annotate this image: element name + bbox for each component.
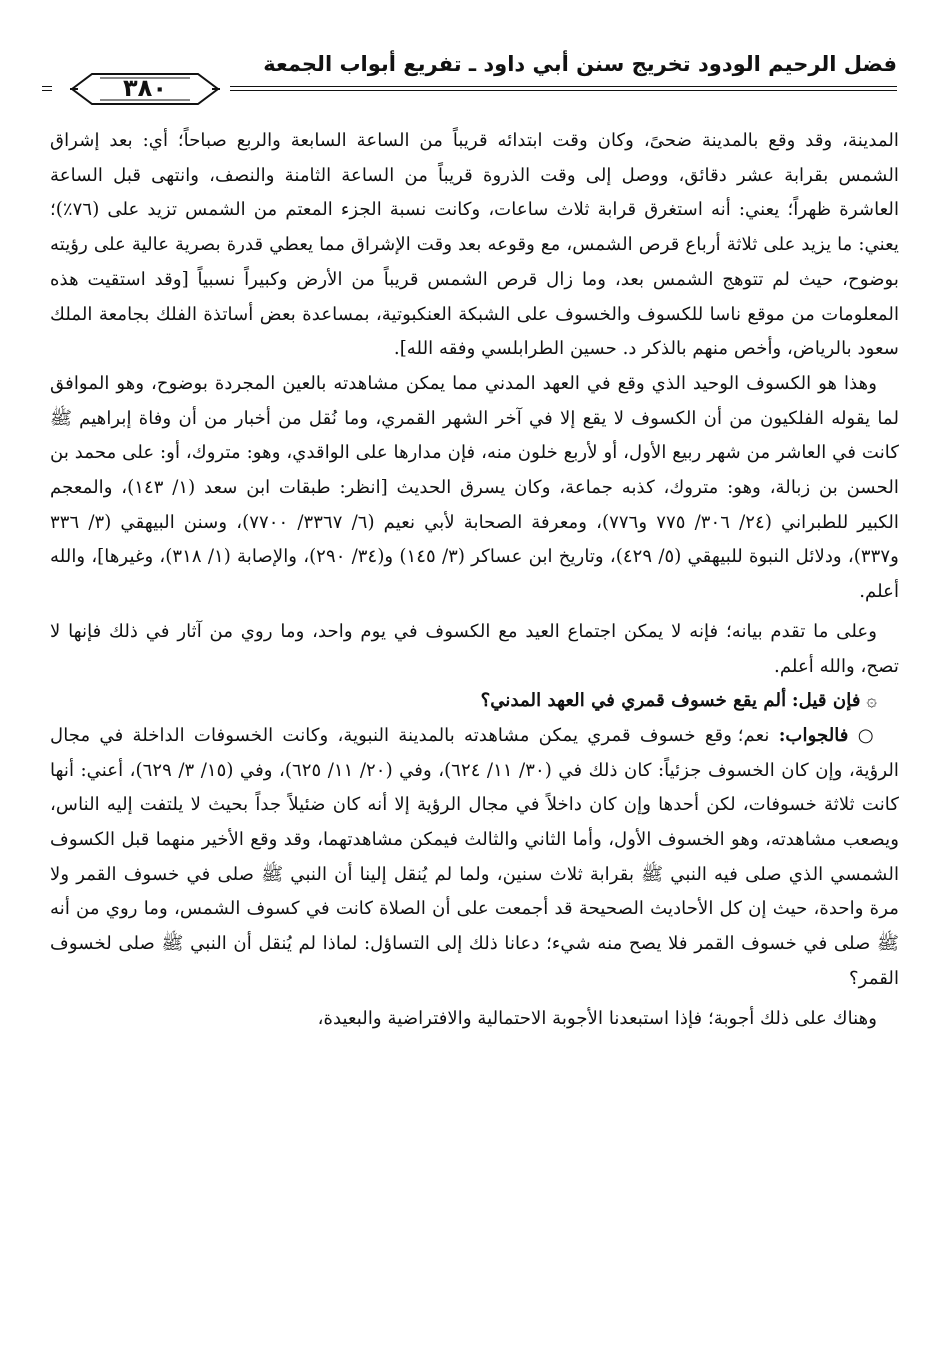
question-line: [50, 684, 899, 719]
page-number: ٣٨٠: [123, 74, 167, 102]
question-marker-icon: ۞: [866, 690, 877, 712]
page-number-ornament: [52, 48, 230, 110]
running-title: فضل الرحيم الودود تخريج سنن أبي داود ـ تفريع أبواب الجمعة: [263, 52, 897, 76]
answer-text: نعم؛ وقع خسوف قمري يمكن مشاهدته بالمدينة النبوية، وكانت الخسوفات الداخلة في مجال الرؤية، وإن كان الخسوف جزئياً: كان ذلك في (٣٠/ ١١/ ٦٢٤)، وفي (٢٠/ ١١/ ٦٢٥)، وفي (١٥/ ٣/ ٦٢٩)، أعني: أنها كانت ثلاثة خسوفات، لكن أحدها وإن كان داخلاً في مجال الرؤية إلا أنه كان ضئيلاً جداً بحيث لا يلتفت إليه الناس، ويصعب مشاهدته، وهو الخسوف الأول، وأما الثاني والثالث فيمكن مشاهدتهما، وقد وقع الأخير منهما قبل الكسوف الشمسي الذي صلى فيه النبي ﷺ بقرابة ثلاث سنين، ولما لم يُنقل إلينا أن النبي ﷺ صلى في خسوف القمر ولا مرة واحدة، حيث إن كل الأحاديث الصحيحة قد أجمعت على أن الصلاة كانت في كسوف الشمس، وما روي من أنه ﷺ صلى في خسوف القمر فلا يصح منه شيء؛ دعانا ذلك إلى التساؤل: لماذا لم يُنقل أن النبي ﷺ صلى لخسوف القمر؟: [50, 724, 899, 989]
paragraph: وهذا هو الكسوف الوحيد الذي وقع في العهد المدني مما يمكن مشاهدته بالعين المجردة بوضوح، وهو الموافق لما يقوله الفلكيون من أن الكسوف لا يقع إلا في آخر الشهر القمري، وما نُقل من أخبار من أن وفاة إبراهيم ﷺ كانت في العاشر من شهر ربيع الأول، أو لأربع خلون منه، فإن مدارها على الواقدي، وهو: متروك، أو: على محمد بن الحسن بن زبالة، وهو: متروك، كذبه جماعة، وكان يسرق الحديث [انظر: طبقات ابن سعد (١/ ١٤٣)، والمعجم الكبير للطبراني (٢٤/ ٣٠٦/ ٧٧٥ و٧٧٦)، ومعرفة الصحابة لأبي نعيم (٦/ ٣٣٦٧/ ٧٧٠٠)، وسنن البيهقي (٣/ ٣٣٦ و٣٣٧)، ودلائل النبوة للبيهقي (٥/ ٤٢٩)، وتاريخ ابن عساكر (٣/ ١٤٥) و(٣٤/ ٢٩٠)، والإصابة (١/ ٣١٨)، وغيرها]، والله أعلم.: [50, 372, 899, 603]
question-lead: فإن قيل:: [791, 690, 861, 712]
paragraph: المدينة، وقد وقع بالمدينة ضحىً، وكان وقت ابتدائه قريباً من الساعة السابعة والربع صباحاً؛ أي: بعد إشراق الشمس بقرابة عشر دقائق، ووصل إلى وقت الذروة قريباً من الساعة الثامنة والنصف، وانتهى قبل الساعة العاشرة ظهراً؛ يعني: أنه استغرق قرابة ثلاث ساعات، وكانت نسبة الجزء المعتم من الشمس تزيد على (٧٦٪)؛ يعني: ما يزيد على ثلاثة أرباع قرص الشمس، مع وقوعه بعد وقت الإشراق مما يعطي قدرة بصرية عالية على رؤيته بوضوح، حيث لم تتوهج الشمس بعد، وما زال قرص الشمس قريباً من الأرض وكبيراً نسبياً [وقد استقيت هذه المعلومات من موقع ناسا للكسوف والخسوف على الشبكة العنكبوتية، بمساعدة بعض أساتذة الفلك بجامعة الملك سعود بالرياض، وأخص منهم بالذكر د. حسين الطرابلسي وفقه الله].: [50, 130, 899, 360]
answer-paragraph: [50, 719, 899, 997]
page-body: [50, 124, 899, 1036]
answer-marker-icon: ○: [857, 724, 877, 746]
paragraph: وهناك على ذلك أجوبة؛ فإذا استبعدنا الأجوبة الاحتمالية والافتراضية والبعيدة،: [317, 1007, 877, 1029]
paragraph: وعلى ما تقدم بيانه؛ فإنه لا يمكن اجتماع العيد مع الكسوف في يوم واحد، وما روي من آثار في ذلك فإنها لا تصح، والله أعلم.: [50, 620, 899, 677]
answer-lead: فالجواب:: [778, 724, 849, 746]
question-text: ألم يقع خسوف قمري في العهد المدني؟: [480, 690, 787, 712]
page-header: [42, 48, 897, 110]
